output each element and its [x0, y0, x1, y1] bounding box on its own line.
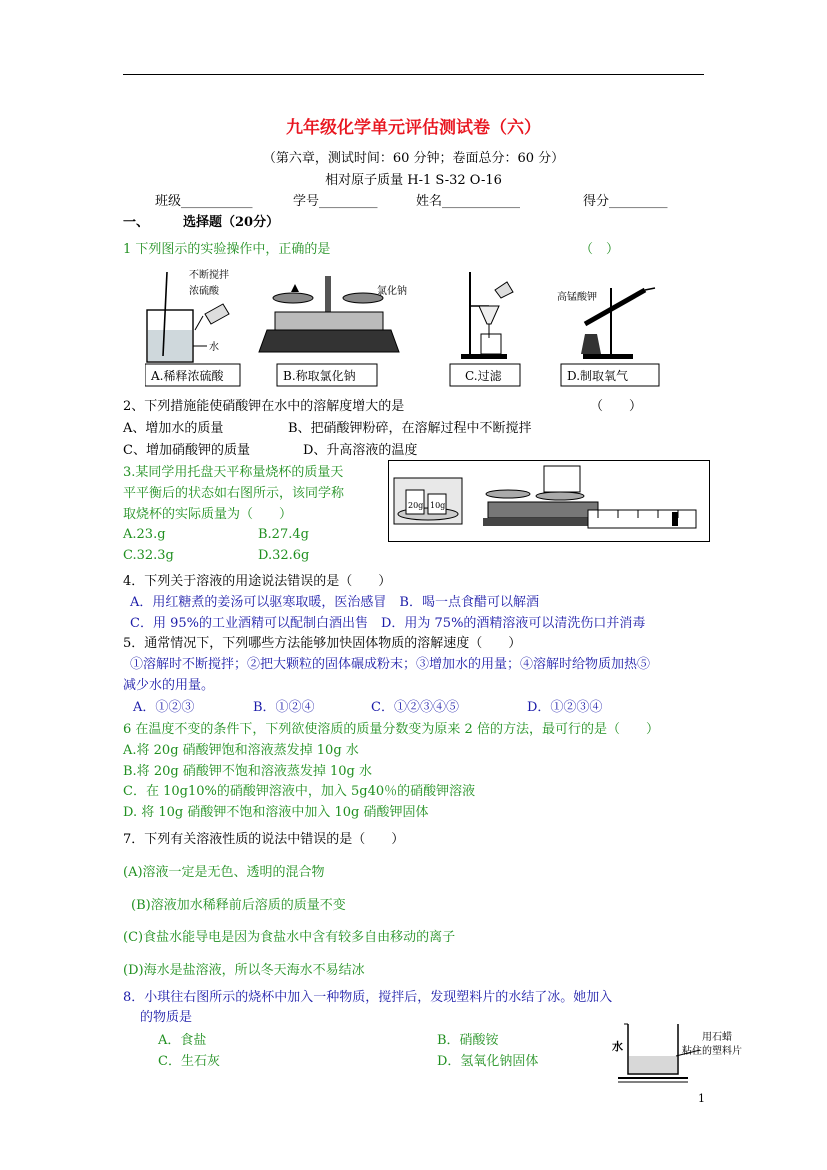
question-6-option-b: B.将 20g 硝酸钾不饱和溶液蒸发掉 10g 水: [123, 764, 372, 779]
question-8-option-d: D．氢氧化钠固体: [437, 1054, 539, 1069]
question-2-option-c: C、增加硝酸钾的质量: [123, 443, 250, 458]
question-8-option-b: B．硝酸铵: [437, 1033, 499, 1048]
page-title: 九年级化学单元评估测试卷（六）: [286, 118, 541, 138]
question-3-line-3: 取烧杯的实际质量为（ ）: [123, 507, 293, 522]
weight-label-10g: 10g: [430, 501, 446, 510]
section-number: 一、: [123, 215, 150, 230]
question-6-option-c: C．在 10g10%的硝酸钾溶液中，加入 5g40％的硝酸钾溶液: [123, 784, 476, 799]
question-3-balance-figure: [388, 460, 710, 542]
question-1-answer-paren: （ ）: [580, 242, 620, 257]
question-2-option-a: A、增加水的质量: [123, 421, 224, 436]
label-water: 水: [209, 342, 219, 353]
label-kmno4: 高锰酸钾: [557, 292, 597, 303]
question-6-option-d: D. 将 10g 硝酸钾不饱和溶液中加入 10g 硝酸钾固体: [123, 805, 429, 820]
question-3-option-b: B.27.4g: [258, 527, 309, 542]
filtration-setup-icon: [461, 272, 513, 359]
question-2-option-b: B、把硝酸钾粉碎，在溶解过程中不断搅拌: [288, 421, 532, 436]
student-number-field: 学号_________: [293, 194, 378, 209]
question-6-stem: 6 在温度不变的条件下，下列欲使溶质的质量分数变为原来 2 倍的方法，最可行的是（ ）: [123, 722, 659, 737]
question-1-figure: [145, 268, 665, 388]
caption-b: B.称取氯化钠: [283, 369, 356, 383]
question-8-beaker-figure: [610, 1016, 790, 1086]
question-4-stem: 4．下列关于溶液的用途说法错误的是（ ）: [123, 574, 392, 589]
question-2-stem: 2、下列措施能使硝酸钾在水中的溶解度增大的是: [123, 399, 405, 414]
fig-label-plastic-sheet: 粘住的塑料片: [682, 1046, 742, 1057]
question-2-answer-paren: （ ）: [590, 399, 643, 414]
question-5-option-b: B．①②④: [253, 700, 315, 715]
label-conc-acid: 浓硫酸: [189, 286, 219, 297]
label-nacl: 氯化钠: [377, 286, 407, 297]
question-7-option-b: (B)溶液加水稀释前后溶质的质量不变: [131, 898, 346, 913]
atomic-mass-line: 相对原子质量 H-1 S-32 O-16: [325, 173, 502, 188]
beaker-on-plastic-sheet-illustration: [610, 1016, 790, 1086]
class-field: 班级___________: [155, 194, 253, 209]
fig-label-water: 水: [612, 1040, 623, 1053]
weight-label-20g: 20g: [408, 501, 424, 510]
score-field: 得分_________: [583, 194, 668, 209]
question-3-option-d: D.32.6g: [258, 548, 310, 563]
question-5-option-c: C．①②③④⑤: [371, 700, 459, 715]
question-5-methods-line-2: 减少水的用量。: [123, 678, 215, 693]
caption-d: D.制取氧气: [567, 369, 629, 383]
page-number: 1: [698, 1092, 705, 1105]
header-rule: [123, 74, 704, 75]
question-8-line-2: 的物质是: [140, 1010, 193, 1025]
question-5-option-a: A．①②③: [133, 700, 195, 715]
caption-a: A.稀释浓硫酸: [151, 369, 224, 383]
question-8-option-c: C．生石灰: [158, 1054, 220, 1069]
name-field: 姓名____________: [416, 194, 521, 209]
question-3-option-c: C.32.3g: [123, 548, 174, 563]
lab-operations-illustration: [145, 268, 665, 388]
question-7-option-c: (C)食盐水能导电是因为食盐水中含有较多自由移动的离子: [123, 930, 456, 945]
question-2-option-d: D、升高溶液的温度: [303, 443, 418, 458]
question-1-stem: 1 下列图示的实验操作中，正确的是: [123, 242, 331, 257]
question-7-option-a: (A)溶液一定是无色、透明的混合物: [123, 865, 325, 880]
question-8-line-1: 8．小琪往右图所示的烧杯中加入一种物质，搅拌后，发现塑料片的水结了冰。她加入: [123, 990, 613, 1005]
question-5-option-d: D．①②③④: [527, 700, 603, 715]
fig-label-wax: 用石蜡: [702, 1032, 732, 1043]
label-stirring: 不断搅拌: [189, 270, 229, 281]
question-4-options-line-2: C．用 95%的工业酒精可以配制白酒出售 D．用为 75%的酒精溶液可以清洗伤口并消毒: [130, 616, 646, 631]
caption-c: C.过滤: [465, 369, 502, 383]
question-3-line-2: 平平衡后的状态如右图所示，该同学称: [123, 486, 345, 501]
balance-with-weights-illustration: [388, 460, 710, 542]
question-3-line-1: 3.某同学用托盘天平称量烧杯的质量天: [123, 465, 344, 480]
question-4-options-line-1: A．用红糖煮的姜汤可以驱寒取暖，医治感冒 B．喝一点食醋可以解酒: [130, 595, 539, 610]
question-7-option-d: (D)海水是盐溶液，所以冬天海水不易结冰: [123, 963, 365, 978]
question-5-methods-line-1: ①溶解时不断搅拌；②把大颗粒的固体碾成粉末；③增加水的用量；④溶解时给物质加热⑤: [130, 657, 651, 672]
question-7-stem: 7．下列有关溶液性质的说法中错误的是（ ）: [123, 832, 405, 847]
section-title: 选择题（20分）: [183, 215, 280, 230]
question-3-option-a: A.23.g: [123, 527, 166, 542]
exam-info-line: （第六章，测试时间：60 分钟；卷面总分：60 分）: [262, 151, 565, 166]
question-5-stem: 5．通常情况下，下列哪些方法能够加快固体物质的溶解速度（ ）: [123, 636, 522, 651]
question-8-option-a: A．食盐: [158, 1033, 207, 1048]
question-6-option-a: A.将 20g 硝酸钾饱和溶液蒸发掉 10g 水: [123, 743, 359, 758]
